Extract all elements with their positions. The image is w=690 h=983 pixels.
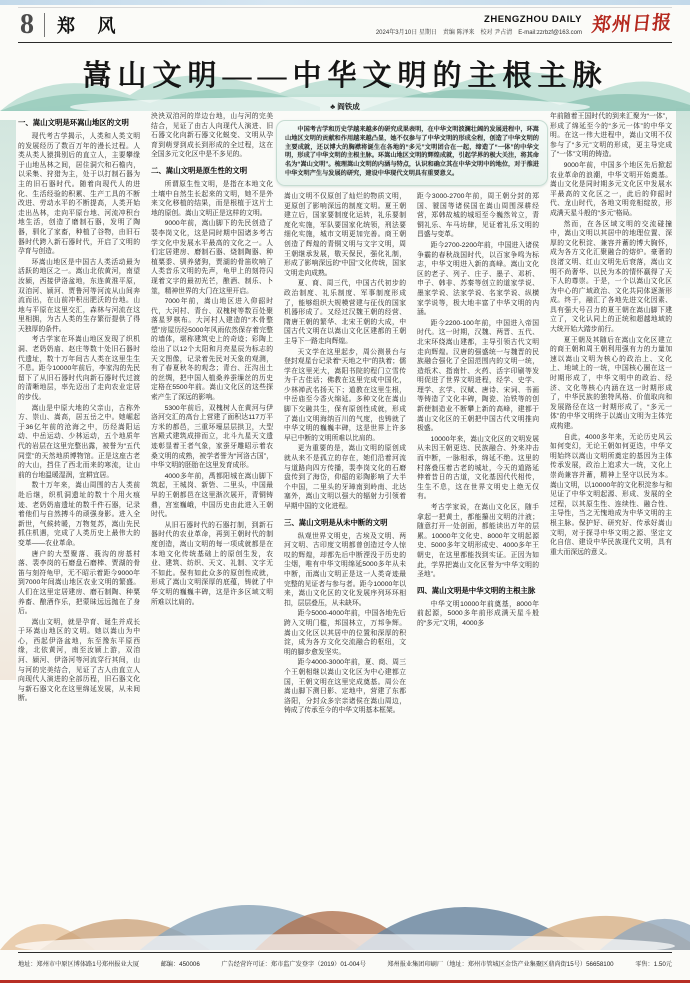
body-paragraph: 数十万年来，嵩山周围的古人类前赴后继，织机洞遗址的数十个用火痕迹、老奶奶庙遗址的数千件石器，记录着他们与自然搏斗的顽强身影。进入全新世，气候转暖，万物复苏，嵩山先民抓住机遇，完成了人类历史上最伟大的变革——农业革命。 xyxy=(18,482,140,547)
body-paragraph: 9000年前，中国多个地区先后掀起农业革命的浪潮，中华文明开始奠基。嵩山文化是同时期多元文化区中发展水平最高的文化区之一，此后的仰韶时代、龙山时代，各地文明竞相绽放，形成满天星斗般的“多元”格局。 xyxy=(550,161,672,217)
footer-item: 零售：1.50元 xyxy=(635,961,672,968)
page-number: 8 xyxy=(20,9,34,40)
column-4 xyxy=(417,112,539,948)
body-paragraph: 距今2700-2200年前，中国进入诸侯争霸的春秋战国时代，以百家争鸣为标志，中华文明进入新的高峰。嵩山文化区的老子、列子、庄子、墨子、邓析、申子、韩非、苏秦等创立的道家学说、墨家学说、法家学说、名家学说、纵横家学说等，极大地丰富了中华文明的内涵。 xyxy=(417,241,539,317)
footer-item: 郑州报业集团印刷厂（地址：郑州市管城区金岱产业集聚区鼎尚街15号）56658100 xyxy=(387,961,614,968)
masthead-logo: 郑州日报 xyxy=(590,12,674,37)
page-header xyxy=(18,7,672,43)
footer-item: 广告经营许可证：郑市监广发登字（2019）01-004号 xyxy=(221,961,366,968)
footer-item: 地址：郑州市中原区博体路1号郑州报业大厦 xyxy=(18,961,140,968)
abstract-text: 中国考古学和历史学越来越多的研究成果表明，在中华文明波澜壮阔的发展进程中，环嵩山地区文明的贡献和作用越来越凸显，她不仅参与了中华文明的形成全程，创造了中华文明的主要成就，还以博大的胸襟将诞生在各地的“多元”文明团合在一起，缔造了“一体”的中华文明，形成了中华文明的主根主脉。环嵩山地区文明的辉煌成就，引起学界的极大关注，将其命名为“嵩山文明”。梳理嵩山文明的内涵与特点，认识和确立其在中华文明中的地位，对于推进中华文明产生与发展的研究，建设中华现代文明具有重要意义。 xyxy=(285,126,539,177)
dateline: 2024年3月10日 星期日 责编 陈泽来 校对 尹占清 E-mail:zzrbzf@163.com xyxy=(375,30,582,36)
title-band xyxy=(0,43,690,111)
body-paragraph: 距今5000-4000年前，中国各地先后跨入文明门槛，邦国林立，万邦争辉。嵩山文化区以其居中的位置和深厚的积淀，成为各方文化交流融合的枢纽，文明的脚步愈发坚实。 xyxy=(284,610,406,656)
column-1 xyxy=(18,112,140,948)
top-edge-strip xyxy=(0,0,690,5)
body-paragraph: 纵观世界文明史，古埃及文明、两河文明、古印度文明都曾创造过令人惊叹的辉煌，却都先后中断湮没于历史的尘烟，唯有中华文明绵延5000多年从未中断，而嵩山文明正是这一人类奇迹最完整的见证者与参与者。距今10000年以来，嵩山文化区的文化发展序列环环相扣，层层叠压，从未缺环。 xyxy=(284,532,406,607)
byline-ornament-icon: ♣ xyxy=(330,102,336,111)
body-paragraph: 唐户的大型聚落、莪沟的房基村落、裴李岗的石磨盘石磨棒、贾湖的骨笛与刻符龟甲，无不昭示着距今9000年到7000年间嵩山地区农业文明的繁盛。人们在这里定居建房、磨石制陶、种粟养畜、酿酒作乐，把蒙昧远远抛在了身后。 xyxy=(18,550,140,616)
column-3 xyxy=(284,112,406,948)
body-paragraph: 泱泱双洎河的岸边台地，山与河的完美结合，见证了由古人向现代人演进、旧石器文化向新石器文化蜕变、文明从孕育到萌芽到成长到形成的全过程，这在全国多元文化区中是不多见的。 xyxy=(151,113,273,159)
body-paragraph: 从旧石器时代的石器打制，到新石器时代的农业革命，再到王朝时代的制度创造，嵩山文明的每一项成就都是在本地文化传统基础上的原创生发，农业、建筑、纺织、天文、礼制、文字无不如此。保有如此众多的原创性成就，形成了嵩山文明深厚的底蕴，铸就了中华文明的巍巍丰碑，这是许多区域文明所难以比肩的。 xyxy=(151,521,273,606)
column-2 xyxy=(151,112,273,948)
abstract-box xyxy=(276,120,548,186)
body-paragraph: 距今2200-100年前，中国进入帝国时代。这一时期，汉魏、两晋、五代、北宋环绕嵩山建都，主导引领古代文明走向辉煌。汉唐的强盛统一与魏晋的民族融合强化了全国范围内的文明一统，造纸术、指南针、火药、活字印刷等发明促进了世界文明进程，经学、史学、理学、玄学、汉赋、唐诗、宋词、书画等铸造了文化丰碑，陶瓷、冶铁等的创新使制造业不断攀上新的高峰，建都于嵩山文化区的王朝把中国古代文明推向极盛。 xyxy=(417,319,539,433)
masthead-english: ZHENGZHOU DAILY xyxy=(484,14,582,25)
body-paragraph: 现代考古学揭示，人类和人类文明的发展经历了数百万年的漫长过程。人类从类人猿揖别后的直立人，主要攀缘于山地丛林之间，居住洞穴和石檐内，以采集、狩猎为主，处于以打制石器为主的旧石器时代。随着向现代人的进化、生活经验的积累、生产工具的不断改进、劳动水平的不断提高，人类开始走出丛林，走向平原台地、河流冲积台地生活，创造了磨制石器，发明了陶器，驯化了家畜，种植了谷物，由旧石器时代跨入新石器时代，开启了文明的孕育与创造。 xyxy=(18,133,140,256)
body-paragraph: 4000多年前，禹都阳城在嵩山脚下筑起，王城岗、新砦、二里头，中国最早的王朝都邑在这里渐次展开，青铜铸鼎，宫室巍峨，中国历史由此进入王朝时代。 xyxy=(151,472,273,519)
body-paragraph: 天文学在这里起步，周公测景台与登封观星台记录着“天地之中”的执着；儒学在这里光大，嵩阳书院的程门立雪传为千古佳话；佛教在这里完成中国化，少林禅武名扬天下；道教在这里生根，中岳庙至今香火绵延。多种文化在嵩山脚下交融共生，保有原创性成就，形成了嵩山文明海纳百川的气度，也铸就了中华文明的巍巍丰碑，这是世界上许多早已中断的文明所难以比肩的。 xyxy=(284,348,406,442)
body-paragraph: 年前随着王国时代的到来汇聚为“一体”，形成了绵延至今的“多元一体”的中华文明。在这一伟大进程中，嵩山文明不仅参与了“多元”文明的形成，更主导完成了“一体”文明的铸造。 xyxy=(550,113,672,159)
header-divider xyxy=(44,13,45,37)
masthead xyxy=(376,14,672,36)
right-margin-watercolor xyxy=(676,108,690,298)
body-paragraph: 更为重要的是，嵩山文明的原创成就从来不是孤立的存在，她们沿着河流与道路向四方传播，裴李岗文化的石磨盘传到了海岱，仰韶的彩陶影响了大半个中国，二里头的牙璋南到岭南、北达塞外，嵩山文明以强大的辐射力引领着早期中国的文化进程。 xyxy=(284,445,406,510)
body-paragraph: 夏王朝及其随后在嵩山文化区建立的商王朝和周王朝利用强有力的力量加速以嵩山文明为核心的政治上、文化上、地域上的一统，中国核心圈在这一时期形成了，中华文明中的政治、经济、文化等核心内涵在这一时期形成了，中华民族的独特风格、价值取向和发展路径在这一时期形成了，“多元一体”的中华文明终于以嵩山文明为主体完成构建。 xyxy=(550,336,672,430)
body-paragraph: 距今4000-3000年前，夏、商、周三个王朝相继以嵩山文化区为中心建都立国，王朝文明在这里完成奠基。周公在嵩山脚下测日影、定地中，营建了东都洛阳，分封众多宗亲诸侯在嵩山周边，铸成了传承至今的中华文明基本框架。 xyxy=(284,659,406,715)
article-title: 嵩山文明——中华文明的主根主脉 xyxy=(82,60,608,92)
body-paragraph: 9000年前，嵩山脚下的先民创造了裴李岗文化，这是同时期中国诸多考古学文化中发展水平最高的文化之一。人们定居建房、磨制石器、烧制陶器、种植粟黍、驯养猪狗，贾湖的骨笛吹响了人类音乐文明的先声，龟甲上的刻符闪现着文字的最初光芒，酿酒、制乐、卜筮，精神世界的大门在这里开启。 xyxy=(151,220,273,295)
article-columns xyxy=(18,112,672,948)
column-5 xyxy=(550,112,672,948)
body-paragraph: 距今3000-2700年前，周王朝分封的郑国、虢国等诸侯国在嵩山周围深耕经营，郑韩故城的城垣至今巍然耸立，青铜礼乐、车马坊肆，见证着礼乐文明的昌盛与变革。 xyxy=(417,193,539,239)
body-paragraph: 考古学家说，在嵩山文化区，随手拿起一把黄土，都能攥出文明的汁液；随意打开一处剖面，都能读出万年的层累。10000年文化史、8000年文明起源史、5000多年文明形成史、4000多年王朝史，在这里都能找到实证。正因为如此，学界把嵩山文化区誉为“中华文明的圣地”。 xyxy=(417,504,539,579)
body-paragraph: 环嵩山地区是中国古人类活动最为活跃的地区之一。嵩山北依黄河，南望汝颍，西接伊洛盆地，东连黄淮平原，双洎河、颍河、贾鲁河等河流从山间奔流而出，在山前冲积出肥沃的台地。山地与平原在这里交汇，森林与河流在这里相拥，为古人类的生存繁衍提供了得天独厚的条件。 xyxy=(18,258,140,333)
body-paragraph: 5300年前后，双槐树人在黄河与伊洛河交汇的高台上营建了面积达117万平方米的都邑，三重环壕层层拱卫，大型宫殿式建筑成排而立，北斗九星天文遗迹彰显着王者气象，家蚕牙雕昭示着农桑文明的成熟，被学者誉为“河洛古国”，中华文明的胚胎在这里发育成形。 xyxy=(151,404,273,470)
byline-author: 阎铁成 xyxy=(337,102,360,111)
body-paragraph: 中华文明10000年前奠基，8000年前起源，5000多年前形成满天星斗般的“多元”文明，4000多 xyxy=(417,600,539,627)
page-footer xyxy=(18,952,672,968)
section-name: 郑 风 xyxy=(57,16,125,36)
byline xyxy=(0,101,690,112)
body-paragraph: 7000年前，嵩山地区进入仰韶时代，大河村、青台、双槐树等数百处聚落星罗棋布。大河村人建造的“木骨整塑”房屋历经5000年风雨依然保存着完整的墙体，堪称建筑史上的奇迹；彩陶上绘出了以12个太阳和月亮星辰为标志的天文图像，记录着先民对天象的观测，有了春夏秋冬的观念；青台、汪沟出土的丝绸，把中国人植桑养蚕缫丝的历史定格在5500年前。嵩山文化区的这些探索产生了深远的影响。 xyxy=(151,298,273,402)
section-heading: 二、嵩山文明是原生性的文明 xyxy=(151,165,248,175)
left-margin-watercolor xyxy=(0,120,16,680)
body-paragraph: 嵩山是中原大地的父亲山，古称外方、崇山、嵩高，居五岳之中。她崛起于36亿年前的沧海之中，历经嵩阳运动、中岳运动、少林运动，五个地质年代的岩层在这里完整出露，被誉为“五代同堂”的天然地质博物馆。正是这座古老的大山，挡住了西北而来的寒流，让山前的台地温暖湿润，宜耕宜居。 xyxy=(18,404,140,479)
body-paragraph: 所谓原生性文明，是指在本地文化土壤中自然生长起来的文明，她不是外来文化移植的结果，而是根植于这片土地的原创。嵩山文明正是这样的文明。 xyxy=(151,180,273,217)
footer-item: 邮编：450006 xyxy=(160,961,200,968)
body-paragraph: 夏、商、周三代，中国古代初步的政治制度、礼乐制度、军事制度形成了，能够组织大规模营建与征伐的国家机器形成了。又经过汉魏王朝的经营、隋唐王朝的繁华、北宋王朝的大成，中国古代文明在以嵩山文化区建都的王朝主导下一路走向辉煌。 xyxy=(284,280,406,345)
section-heading: 三、嵩山文明是从未中断的文明 xyxy=(284,517,388,527)
body-paragraph: 考古学家在环嵩山地区发现了织机洞、老奶奶庙、赵庄等数十处旧石器时代遗址，数十万年间古人类在这里生生不息。距今10000年前后，李家沟的先民留下了从旧石器时代向新石器时代过渡的清晰地层，率先迈出了走向农业定居的步伐。 xyxy=(18,336,140,402)
body-paragraph: 然而，在各区域文明的交流碰撞中，嵩山文明以其居中的地理位置、深厚的文化积淀、兼容并蓄的博大胸怀，成为各方文化汇聚融合的熔炉。豪奢的良渚文明、红山文明先后衰落，嵩山文明不尚奢华、以民为本的情怀赢得了天下人的尊崇。于是，一个以嵩山文化区为中心的广域政治、文化共同体逐渐形成。终于，融汇了各地先进文化因素、具有强大号召力的夏王朝在嵩山脚下建立了，文化认同上的正统和超越地域的大统开始大踏步前行。 xyxy=(550,220,672,334)
body-paragraph: 10000年来，嵩山文化区的文明发展从未因王朝更迭、民族融合、外来冲击而中断，一脉相承，绵延不绝。这里的村落叠压着古老的城址，今天的道路延伸着昔日的古道，文化基因代代相传，生生不息，这在世界文明史上绝无仅有。 xyxy=(417,435,539,501)
body-paragraph: 嵩山文明不仅原创了灿烂的物质文明，更原创了影响深远的制度文明。夏王朝建立后，国家要制度化运转，礼乐要制度化实施，军队要国家化统领，刑法要细化实施，城市文明更加完善。商王朝创造了辉煌的青铜文明与文字文明，周王朝继承发展，敬天保民，强化礼制，形成了影响深远的“中国”文化传统，国家文明走向成熟。 xyxy=(284,193,406,277)
body-paragraph: 自此，4000多年来，无论历史风云如何变幻，无论王朝如何更迭，中华文明始终以嵩山文明所奠定的基因为主体传承发展，政治上追求大一统，文化上崇尚兼容并蓄，精神上坚守以民为本。嵩山文明，以10000年的文化积淀参与和见证了中华文明起源、形成、发展的全过程，以其原生性、连续性、融合性、主导性，当之无愧地成为中华文明的主根主脉。保护好、研究好、传承好嵩山文明，对于探寻中华文明之源、坚定文化自信、建设中华民族现代文明，具有重大而深远的意义。 xyxy=(550,433,672,556)
body-paragraph: 嵩山文明，就是孕育、诞生并成长于环嵩山地区的文明。她以嵩山为中心，西起伊洛盆地，东至豫东平原西缘，北依黄河，南至汝颍上游，双洎河、颍河、伊洛河等河流穿行其间，山与河的完美结合，见证了古人由直立人向现代人演进的全部历程，旧石器文化与新石器文化在这里绵延发展，从未间断。 xyxy=(18,618,140,703)
section-heading: 一、嵩山文明是环嵩山地区的文明 xyxy=(18,118,129,127)
section-heading: 四、嵩山文明是中华文明的主根主脉 xyxy=(417,585,536,595)
